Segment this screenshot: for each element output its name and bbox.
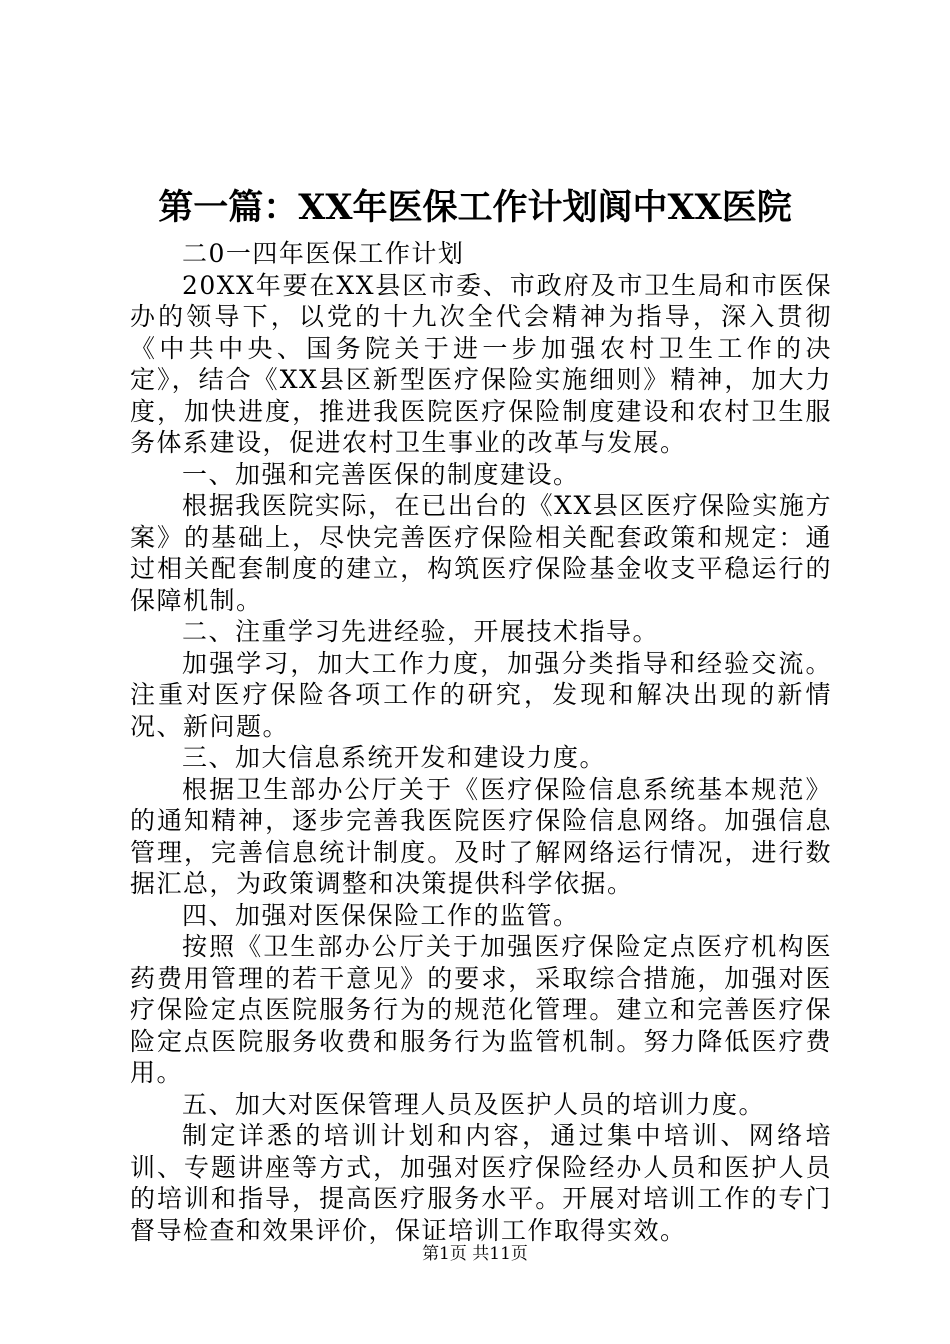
section-paragraph-5: 制定详悉的培训计划和内容，通过集中培训、网络培训、专题讲座等方式，加强对医疗保险经办人员和医护人员的培训和指导，提高医疗服务水平。开展对培训工作的专门督导检查和效果评价，保证培训工作取得实效。 — [130, 1121, 832, 1245]
intro-paragraph: 20XX年要在XX县区市委、市政府及市卫生局和市医保办的领导下，以党的十九次全代会精神为指导，深入贯彻《中共中央、国务院关于进一步加强农村卫生工作的决定》，结合《XX县区新型医疗保险实施细则》精神，加大力度，加快进度，推进我医院医疗保险制度建设和农村卫生服务体系建设，促进农村卫生事业的改革与发展。 — [130, 270, 832, 457]
section-paragraph-2: 加强学习，加大工作力度，加强分类指导和经验交流。注重对医疗保险各项工作的研究，发现和解决出现的新情况、新问题。 — [130, 648, 832, 741]
section-heading-1: 一、加强和完善医保的制度建设。 — [182, 459, 580, 489]
section-heading-5: 五、加大对医保管理人员及医护人员的培训力度。 — [182, 1089, 766, 1119]
document-body — [130, 238, 832, 1246]
section-heading-3: 三、加大信息系统开发和建设力度。 — [182, 743, 607, 772]
page-number-footer: 第1页 共11页 — [422, 1244, 528, 1264]
section-paragraph-1: 根据我医院实际，在已出台的《XX县区医疗保险实施方案》的基础上，尽快完善医疗保险相关配套政策和规定：通过相关配套制度的建立，构筑医疗保险基金收支平稳运行的保障机制。 — [130, 491, 832, 615]
section-heading-4: 四、加强对医保保险工作的监管。 — [182, 900, 580, 930]
section-heading-2: 二、注重学习先进经验，开展技术指导。 — [182, 617, 660, 646]
section-paragraph-3: 根据卫生部办公厅关于《医疗保险信息系统基本规范》的通知精神，逐步完善我医院医疗保险信息网络。加强信息管理，完善信息统计制度。及时了解网络运行情况，进行数据汇总，为政策调整和决策提供科学依据。 — [130, 774, 832, 898]
subtitle-paragraph: 二0一四年医保工作计划 — [182, 239, 465, 268]
section-paragraph-4: 按照《卫生部办公厅关于加强医疗保险定点医疗机构医药费用管理的若干意见》的要求，采取综合措施，加强对医疗保险定点医院服务行为的规范化管理。建立和完善医疗保险定点医院服务收费和服务行为监管机制。努力降低医疗费用。 — [130, 932, 832, 1087]
document-title: 第一篇：XX年医保工作计划阆中XX医院 — [158, 187, 792, 228]
